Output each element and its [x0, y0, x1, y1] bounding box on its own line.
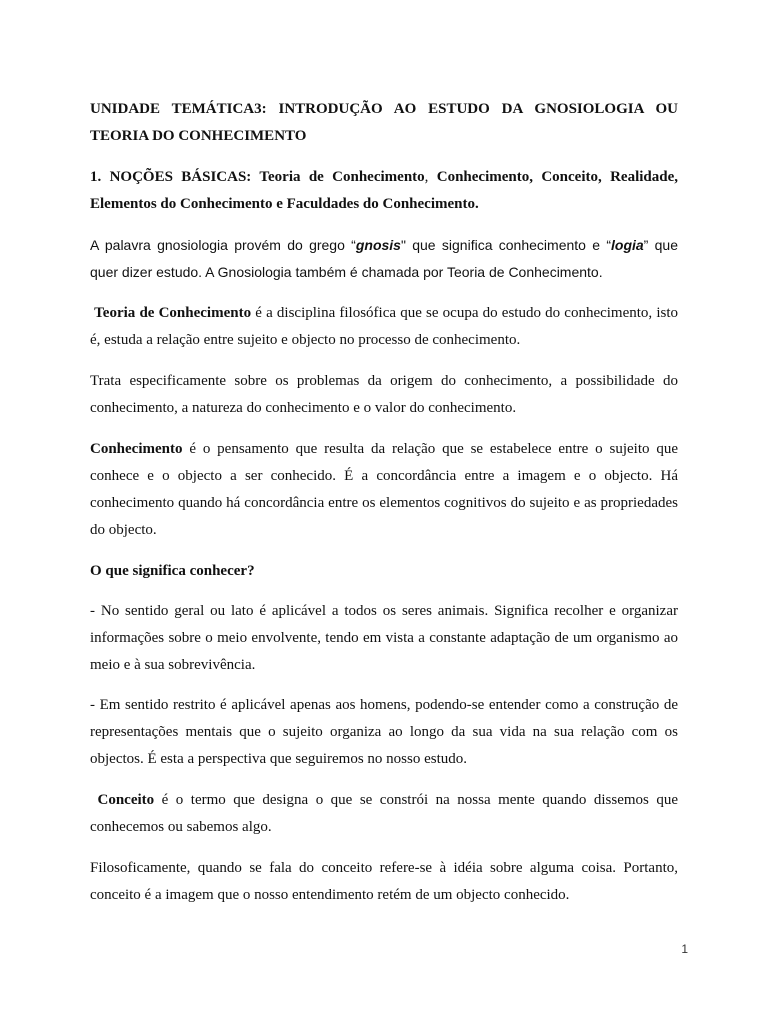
page-content — [90, 96, 678, 909]
term-conhecimento: Conhecimento — [90, 441, 183, 457]
paragraph-teoria — [90, 300, 678, 354]
teoria-text: é a disciplina filosófica que se ocupa do estudo do conhecimento, isto é, estuda a relação entre sujeito e objecto no processo de conhecimento. — [90, 305, 679, 348]
question-heading: O que significa conhecer? — [90, 563, 255, 579]
paragraph-conhecimento — [90, 436, 678, 544]
term-logia: logia — [611, 237, 644, 253]
section-heading-comma: , — [424, 169, 429, 185]
term-teoria: Teoria de Conhecimento — [94, 305, 252, 321]
paragraph-sentido-geral: - No sentido geral ou lato é aplicável a todos os seres animais. Significa recolher e organizar informações sobre o meio envolvente, tendo em vista a constante adaptação de um organismo ao meio e à sua sobrevivência. — [90, 603, 678, 673]
unit-title: UNIDADE TEMÁTICA3: INTRODUÇÃO AO ESTUDO DA GNOSIOLOGIA OU TEORIA DO CONHECIMENTO — [90, 101, 678, 144]
paragraph-gnosiologia — [90, 232, 678, 286]
paragraph-sentido-restrito: - Em sentido restrito é aplicável apenas aos homens, podendo-se entender como a construção de representações mentais que o sujeito organiza ao longo da sua vida na sua relação com os objectos. É esta a perspectiva que seguiremos no nosso estudo. — [90, 697, 678, 767]
section-heading-rest: Conhecimento, Conceito, Realidade, Elementos do Conhecimento e Faculdades do Conhecimento. — [90, 169, 678, 212]
paragraph-conceito — [90, 787, 678, 841]
section-heading-main: 1. NOÇÕES BÁSICAS: Teoria de Conhecimento — [90, 169, 425, 185]
page-number: 1 — [681, 942, 688, 956]
conceito-text: é o termo que designa o que se constrói na nossa mente quando dissemos que conhecemos ou sabemos algo. — [90, 792, 679, 835]
paragraph-trata: Trata especificamente sobre os problemas da origem do conhecimento, a possibilidade do conhecimento, a natureza do conhecimento e o valor do conhecimento. — [90, 373, 678, 416]
term-gnosis: gnosis — [355, 237, 401, 253]
gnosis-end: ” que quer dizer estudo. A Gnosiologia também é chamada por Teoria de Conhecimento. — [90, 237, 678, 280]
section-heading — [90, 164, 678, 218]
gnosis-mid: " que significa conhecimento e “ — [400, 237, 611, 253]
term-conceito: Conceito — [97, 792, 155, 808]
paragraph-filosoficamente: Filosoficamente, quando se fala do conceito refere-se à idéia sobre alguma coisa. Portanto, conceito é a imagem que o nosso entendimento retém de um objecto conhecido. — [90, 860, 678, 903]
gnosis-intro: A palavra gnosiologia provém do grego “ — [90, 237, 356, 253]
conhecimento-text: é o pensamento que resulta da relação que se estabelece entre o sujeito que conhece e o objecto a ser conhecido. É a concordância entre a imagem e o objecto. Há conhecimento quando há concordância entre os elementos cognitivos do sujeito e as propriedades do objecto. — [90, 441, 678, 538]
